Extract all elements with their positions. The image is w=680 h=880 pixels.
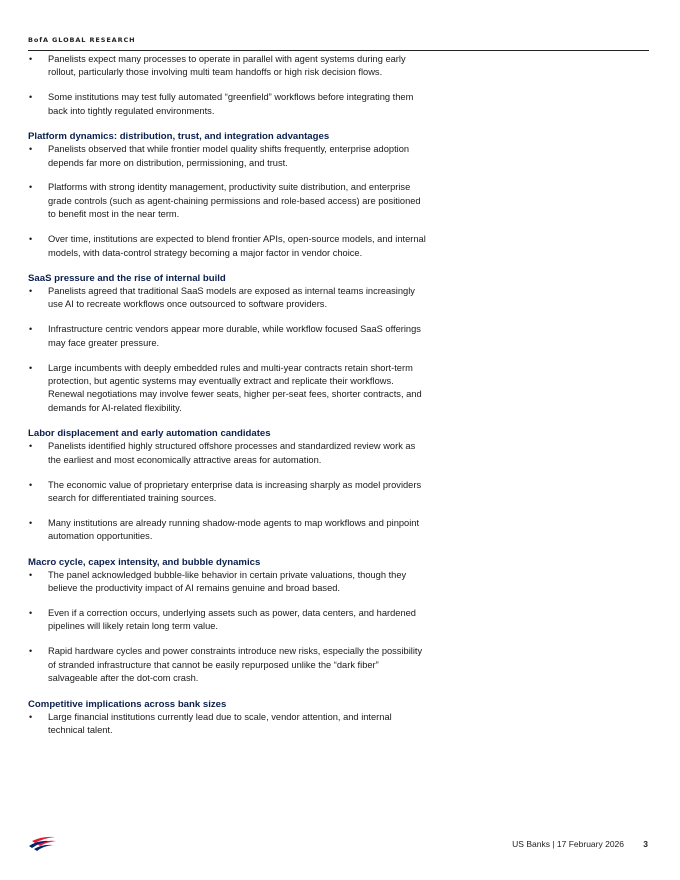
bullet-item: • Platforms with strong identity management, productivity suite distribution, and enterprise grade controls (such as agent-chaining permissions and role-based access) are positioned to benefit most in the near term. bbox=[29, 182, 421, 220]
bullet-dot-icon: • bbox=[29, 92, 33, 103]
bullet-dot-icon: • bbox=[29, 479, 33, 490]
section-heading: SaaS pressure and the rise of internal build bbox=[28, 272, 226, 284]
bullet-dot-icon: • bbox=[29, 441, 33, 452]
bullet-dot-icon: • bbox=[29, 285, 33, 296]
section-heading: Competitive implications across bank sizes bbox=[28, 698, 227, 710]
page-header bbox=[28, 29, 649, 51]
bullet-dot-icon: • bbox=[29, 646, 33, 657]
section-heading: Macro cycle, capex intensity, and bubble dynamics bbox=[28, 556, 261, 568]
bullet-dot-icon: • bbox=[29, 234, 33, 245]
intro-bullet-list bbox=[28, 53, 428, 118]
bullet-list bbox=[28, 143, 428, 260]
document-body bbox=[28, 53, 428, 737]
bullet-item: • The economic value of proprietary enterprise data is increasing sharply as model providers search for differentiated training sources. bbox=[29, 479, 422, 503]
bullet-item: • Many institutions are already running shadow-mode agents to map workflows and pinpoint automation opportunities. bbox=[29, 517, 420, 542]
page-number: 3 bbox=[643, 839, 648, 849]
section-heading: Labor displacement and early automation candidates bbox=[28, 428, 271, 440]
bullet-item: • Panelists observed that while frontier model quality shifts frequently, enterprise adoption depends far more on distribution, permissioning, and trust. bbox=[29, 144, 410, 168]
intro-section bbox=[28, 53, 428, 118]
bullet-item: • Panelists identified highly structured offshore processes and standardized review work as the earliest and most economically attractive areas for automation. bbox=[29, 441, 416, 465]
bullet-dot-icon: • bbox=[29, 607, 33, 618]
bullet-item: • Panelists agreed that traditional SaaS models are exposed as internal teams increasingly use AI to recreate workflows once outsourced to software providers. bbox=[29, 285, 415, 310]
bullet-dot-icon: • bbox=[29, 54, 33, 64]
bullet-dot-icon: • bbox=[29, 324, 33, 335]
section-labor-displacement bbox=[28, 427, 428, 543]
footer-report-date: US Banks | 17 February 2026 bbox=[512, 839, 624, 849]
bullet-dot-icon: • bbox=[29, 144, 33, 155]
bullet-dot-icon: • bbox=[29, 362, 33, 373]
bullet-item: • Some institutions may test fully automated “greenfield” workflows before integrating them back into tightly regulated environments. bbox=[29, 92, 414, 116]
section-macro-cycle bbox=[28, 556, 428, 686]
bullet-item: • Rapid hardware cycles and power constraints introduce new risks, especially the possibility of stranded infrastructure that cannot be easily repurposed unlike the “dark fiber” salvageable after the dot-com crash. bbox=[29, 646, 423, 684]
bullet-item: • Panelists expect many processes to operate in parallel with agent systems during early rollout, particularly those involving multi team handoffs or high risk decision flows. bbox=[29, 54, 406, 78]
bullet-dot-icon: • bbox=[29, 517, 33, 528]
bullet-list bbox=[28, 569, 428, 686]
bullet-dot-icon: • bbox=[29, 182, 33, 193]
bullet-item: • Large incumbents with deeply embedded rules and multi-year contracts retain short-term protection, but agentic systems may eventually extract and replicate their workflows. Renewal negotiations may involve fewer seats, higher per-seat fees, shorter contracts, and demands for AI-related flexibility. bbox=[29, 362, 422, 413]
section-platform-dynamics bbox=[28, 130, 428, 260]
section-saas-pressure bbox=[28, 272, 428, 415]
bullet-item: • Over time, institutions are expected to blend frontier APIs, open-source models, and internal models, with data-control strategy becoming a major factor in vendor choice. bbox=[29, 234, 426, 258]
bullet-dot-icon: • bbox=[29, 569, 33, 580]
section-competitive-implications bbox=[28, 698, 428, 738]
bullet-list bbox=[28, 440, 428, 543]
bofa-flag-logo-icon bbox=[28, 835, 58, 853]
bullet-list bbox=[28, 285, 428, 415]
bullet-item: • The panel acknowledged bubble-like behavior in certain private valuations, though they believe the productivity impact of AI remains genuine and broad based. bbox=[29, 569, 407, 594]
bullet-list bbox=[28, 711, 428, 738]
bullet-dot-icon: • bbox=[29, 711, 33, 722]
logo-blue-stripes bbox=[29, 841, 53, 851]
bullet-item: • Even if a correction occurs, underlying assets such as power, data centers, and hardened pipelines will likely retain long term value. bbox=[29, 607, 416, 632]
bullet-item: • Infrastructure centric vendors appear more durable, while workflow focused SaaS offerings may face greater pressure. bbox=[29, 324, 421, 348]
section-heading: Platform dynamics: distribution, trust, and integration advantages bbox=[28, 131, 330, 143]
bullet-item: • Large financial institutions currently lead due to scale, vendor attention, and internal technical talent. bbox=[29, 711, 392, 735]
header-brand: BofA GLOBAL RESEARCH bbox=[28, 36, 136, 44]
